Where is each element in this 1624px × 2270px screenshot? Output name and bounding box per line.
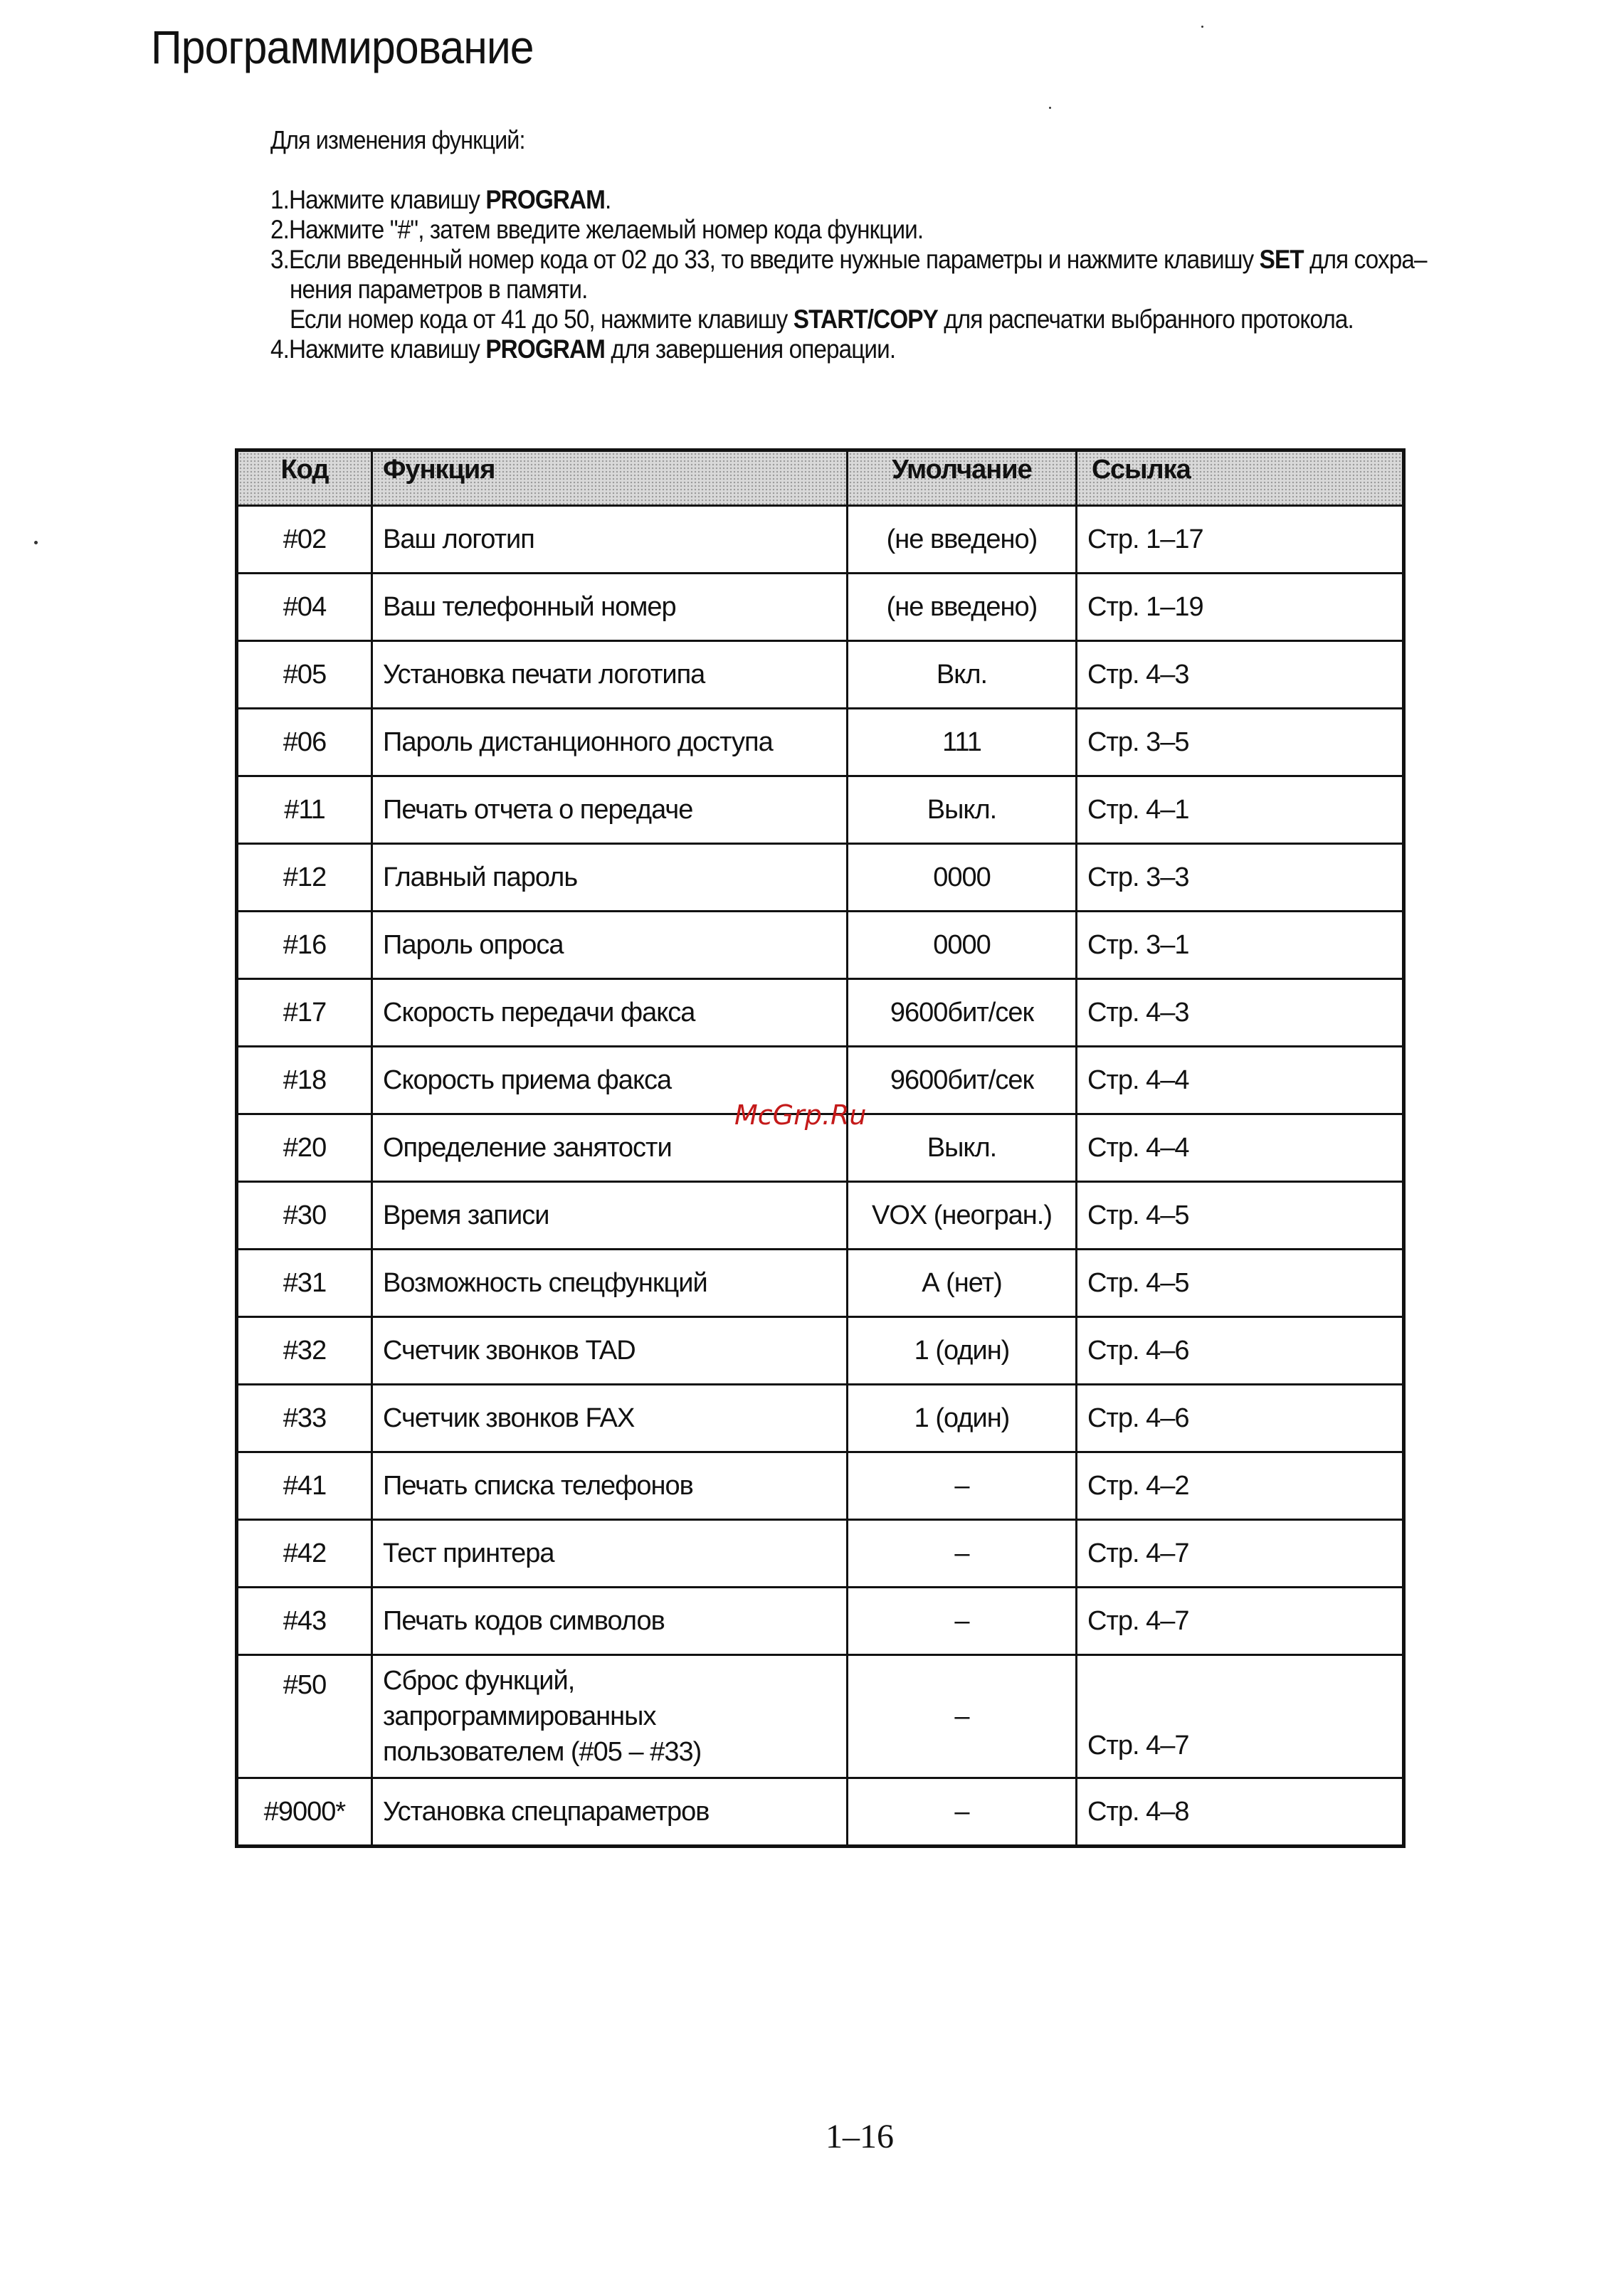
func-cell: Скорость приема факса: [372, 1047, 848, 1114]
table-row: [237, 912, 1404, 979]
table-row: [237, 1452, 1404, 1520]
default-cell: 0000: [848, 844, 1077, 912]
header-function: Функция: [372, 450, 848, 506]
table-row: [237, 574, 1404, 641]
reference-cell: Стр. 4–5: [1077, 1250, 1404, 1317]
reference-cell: Стр. 1–19: [1077, 574, 1404, 641]
function-codes-table: [235, 448, 1406, 1848]
code-cell: #16: [237, 912, 372, 979]
instruction-steps: [270, 185, 1551, 364]
key-name: START/COPY: [793, 305, 938, 334]
reference-cell: Стр. 4–6: [1077, 1385, 1404, 1452]
table-row: [237, 844, 1404, 912]
table-row: [237, 1385, 1404, 1452]
table-row: [237, 1655, 1404, 1778]
reference-cell: Стр. 3–5: [1077, 709, 1404, 776]
intro-text: Для изменения функций:: [270, 125, 525, 154]
func-cell: Ваш телефонный номер: [372, 574, 848, 641]
func-cell: Ваш логотип: [372, 506, 848, 574]
step-2: 2.Нажмите "#", затем введите желаемый номер кода функции.: [270, 215, 924, 244]
func-cell: Определение занятости: [372, 1114, 848, 1182]
header-default: Умолчание: [848, 450, 1077, 506]
default-cell: 1 (один): [848, 1317, 1077, 1385]
default-cell: 9600бит/сек: [848, 979, 1077, 1047]
table-row: [237, 709, 1404, 776]
scan-speck: [1201, 26, 1203, 28]
code-cell: #06: [237, 709, 372, 776]
code-cell: #17: [237, 979, 372, 1047]
func-cell: Счетчик звонков TAD: [372, 1317, 848, 1385]
default-cell: 0000: [848, 912, 1077, 979]
reference-cell: Стр. 4–4: [1077, 1047, 1404, 1114]
code-cell: #33: [237, 1385, 372, 1452]
reference-cell: Стр. 4–3: [1077, 641, 1404, 709]
table-row: [237, 1520, 1404, 1588]
key-name: PROGRAM: [485, 185, 605, 214]
code-cell: #43: [237, 1588, 372, 1655]
default-cell: Выкл.: [848, 776, 1077, 844]
reference-cell: Стр. 4–5: [1077, 1182, 1404, 1250]
default-cell: –: [848, 1452, 1077, 1520]
default-cell: (не введено): [848, 574, 1077, 641]
default-cell: –: [848, 1588, 1077, 1655]
reference-cell: Стр. 4–7: [1077, 1588, 1404, 1655]
code-cell: #30: [237, 1182, 372, 1250]
func-cell: Установка печати логотипа: [372, 641, 848, 709]
table-row: [237, 641, 1404, 709]
code-cell: #31: [237, 1250, 372, 1317]
func-cell: Сброс функций, запрограммированных пользователем (#05 – #33): [372, 1655, 848, 1778]
reference-cell: Стр. 4–6: [1077, 1317, 1404, 1385]
default-cell: 111: [848, 709, 1077, 776]
code-cell: #32: [237, 1317, 372, 1385]
page-title: Программирование: [151, 21, 534, 73]
func-cell: Главный пароль: [372, 844, 848, 912]
code-cell: #02: [237, 506, 372, 574]
key-name: PROGRAM: [485, 334, 605, 364]
table-row: [237, 1250, 1404, 1317]
func-cell: Пароль опроса: [372, 912, 848, 979]
code-cell: #50: [237, 1655, 372, 1778]
page-number: 1–16: [826, 2118, 894, 2155]
default-cell: (не введено): [848, 506, 1077, 574]
reference-cell: Стр. 4–7: [1077, 1520, 1404, 1588]
table-row: [237, 506, 1404, 574]
reference-cell: Стр. 3–1: [1077, 912, 1404, 979]
reference-cell: Стр. 1–17: [1077, 506, 1404, 574]
func-cell: Счетчик звонков FAX: [372, 1385, 848, 1452]
func-cell: Пароль дистанционного доступа: [372, 709, 848, 776]
func-cell: Время записи: [372, 1182, 848, 1250]
default-cell: –: [848, 1520, 1077, 1588]
default-cell: А (нет): [848, 1250, 1077, 1317]
scan-speck: [1049, 107, 1051, 109]
func-cell: Скорость передачи факса: [372, 979, 848, 1047]
code-cell: #9000*: [237, 1778, 372, 1847]
header-reference: Ссылка: [1077, 450, 1404, 506]
code-cell: #05: [237, 641, 372, 709]
code-cell: #41: [237, 1452, 372, 1520]
func-cell: Возможность спецфункций: [372, 1250, 848, 1317]
code-cell: #11: [237, 776, 372, 844]
table-row: [237, 1778, 1404, 1847]
default-cell: –: [848, 1655, 1077, 1778]
code-cell: #42: [237, 1520, 372, 1588]
step-3: 3.Если введенный номер кода от 02 до 33, то введите нужные параметры и нажмите клавишу SET для сохра–: [270, 245, 1427, 274]
reference-cell: Стр. 4–7: [1077, 1655, 1404, 1778]
func-cell: Тест принтера: [372, 1520, 848, 1588]
default-cell: 1 (один): [848, 1385, 1077, 1452]
table-header-row: [237, 450, 1404, 506]
header-code: Код: [237, 450, 372, 506]
step-3-note: Если номер кода от 41 до 50, нажмите клавишу START/COPY для распечатки выбранного протокола.: [290, 305, 1354, 334]
code-cell: #18: [237, 1047, 372, 1114]
func-cell: Печать списка телефонов: [372, 1452, 848, 1520]
func-cell: Печать кодов символов: [372, 1588, 848, 1655]
watermark: McGrp.Ru: [734, 1099, 867, 1131]
table-row: [237, 979, 1404, 1047]
code-cell: #20: [237, 1114, 372, 1182]
code-cell: #04: [237, 574, 372, 641]
table-row: [237, 1317, 1404, 1385]
scan-speck: [34, 541, 38, 544]
reference-cell: Стр. 4–4: [1077, 1114, 1404, 1182]
reference-cell: Стр. 4–3: [1077, 979, 1404, 1047]
reference-cell: Стр. 4–1: [1077, 776, 1404, 844]
default-cell: 9600бит/сек: [848, 1047, 1077, 1114]
step-3-continued: нения параметров в памяти.: [290, 275, 588, 304]
table-row: [237, 1182, 1404, 1250]
reference-cell: Стр. 4–2: [1077, 1452, 1404, 1520]
func-cell: Печать отчета о передаче: [372, 776, 848, 844]
table-body: [237, 506, 1404, 1847]
default-cell: VOX (неогран.): [848, 1182, 1077, 1250]
step-1: 1.Нажмите клавишу PROGRAM.: [270, 185, 611, 214]
func-cell: Установка спецпараметров: [372, 1778, 848, 1847]
default-cell: Выкл.: [848, 1114, 1077, 1182]
default-cell: Вкл.: [848, 641, 1077, 709]
key-name: SET: [1259, 245, 1304, 274]
reference-cell: Стр. 4–8: [1077, 1778, 1404, 1847]
default-cell: –: [848, 1778, 1077, 1847]
step-4: 4.Нажмите клавишу PROGRAM для завершения операции.: [270, 334, 896, 364]
code-cell: #12: [237, 844, 372, 912]
table-row: [237, 1588, 1404, 1655]
table-row: [237, 776, 1404, 844]
reference-cell: Стр. 3–3: [1077, 844, 1404, 912]
